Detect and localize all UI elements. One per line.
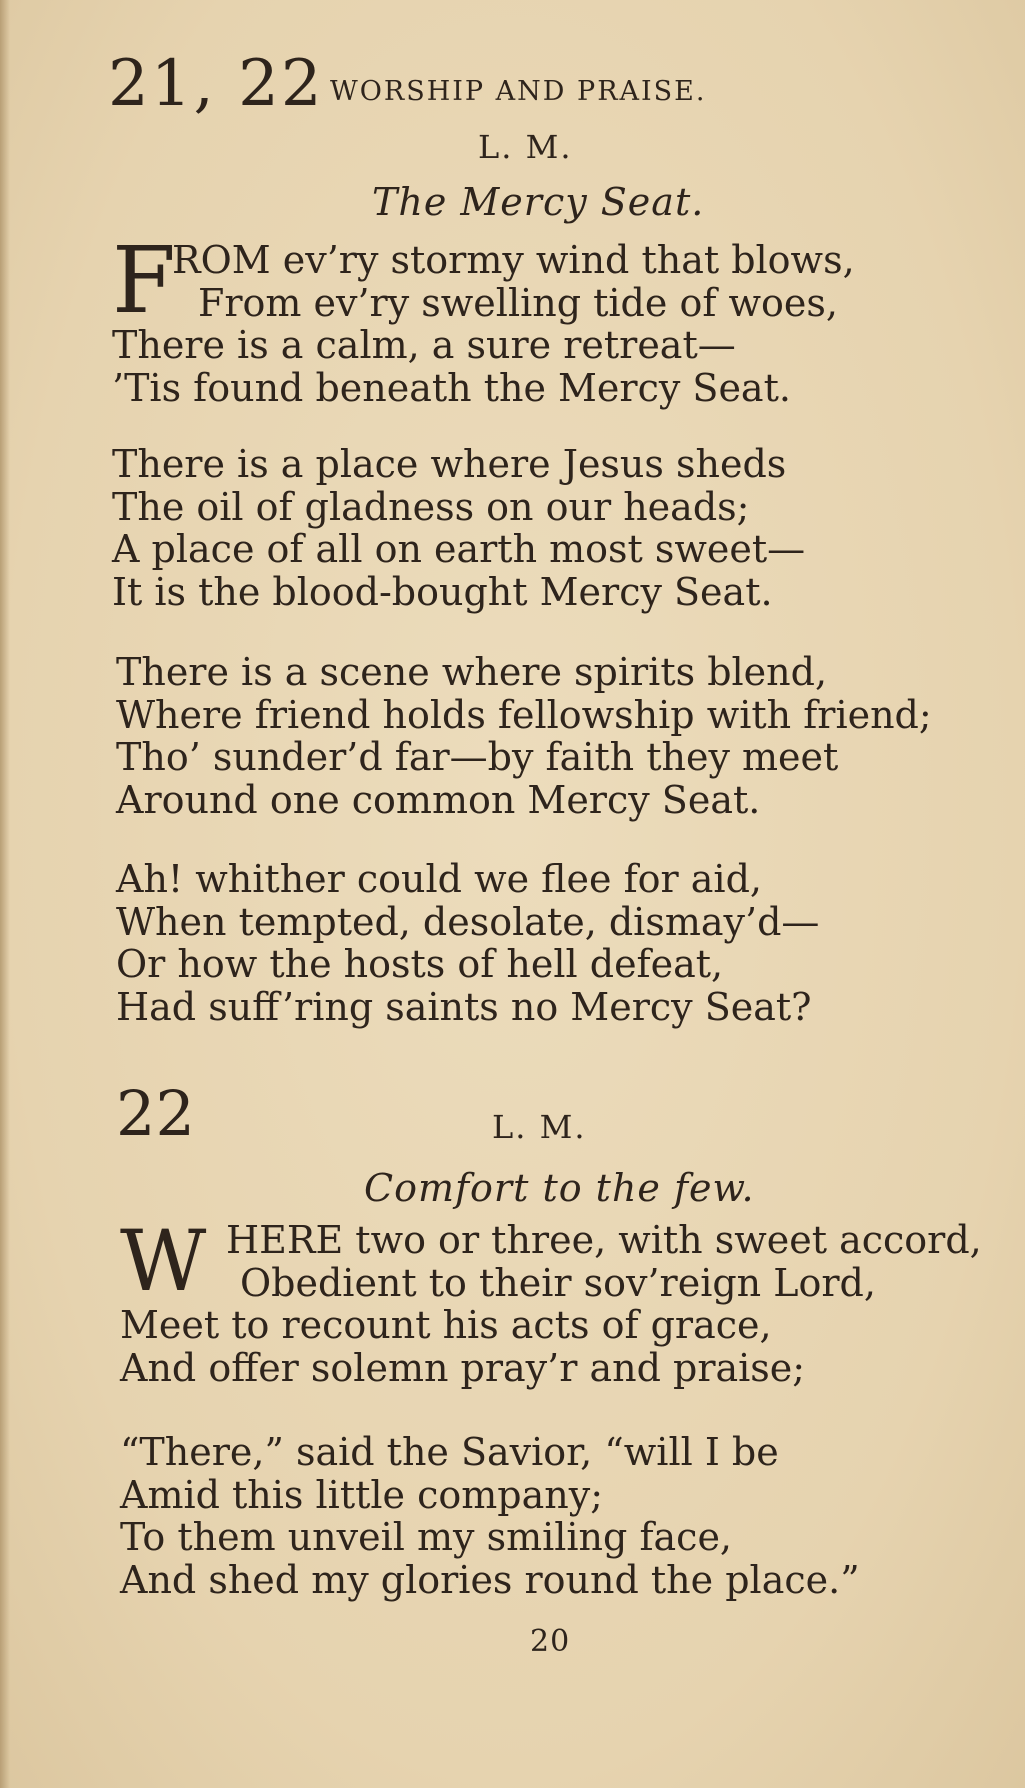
verse-line: Had suff’ring saints no Mercy Seat? — [116, 984, 812, 1029]
hymn21-meter: L. M. — [478, 128, 573, 166]
verse-line: Where friend holds fellowship with friend; — [116, 692, 932, 737]
hymn21-stanza-4 — [116, 858, 819, 1028]
verse-line: ’Tis found beneath the Mercy Seat. — [112, 365, 791, 410]
footer-page-number: 20 — [530, 1624, 571, 1659]
hymn22-meter: L. M. — [492, 1108, 587, 1146]
page-edge-shadow — [0, 0, 10, 1788]
page-numbers-heading: 21, 22 — [108, 47, 324, 121]
hymn21-stanza-1 — [112, 227, 855, 410]
verse-line: There is a place where Jesus sheds — [112, 442, 787, 486]
verse-line: Obedient to their sov’reign Lord, — [240, 1260, 876, 1305]
verse-line: Tho’ sunder’d far—by faith they meet — [116, 735, 839, 779]
hymn22-title: Comfort to the few. — [364, 1166, 755, 1210]
verse-line: A place of all on earth most sweet— — [112, 527, 806, 571]
drop-cap: W — [120, 1212, 207, 1310]
verse-line: Around one common Mercy Seat. — [116, 777, 761, 822]
verse-line: There is a scene where spirits blend, — [116, 650, 828, 694]
hymn21-title: The Mercy Seat. — [372, 180, 705, 224]
verse-line: And shed my glories round the place.” — [120, 1557, 860, 1602]
verse-line: Ah! whither could we flee for aid, — [116, 857, 762, 901]
verse-line: Or how the hosts of hell defeat, — [116, 942, 724, 986]
hymn21-stanza-2 — [112, 443, 805, 613]
verse-line: The oil of gladness on our heads; — [112, 484, 750, 529]
running-title: WORSHIP AND PRAISE. — [330, 76, 707, 107]
verse-line: To them unveil my smiling face, — [120, 1515, 733, 1559]
verse-line: There is a calm, a sure retreat— — [112, 323, 736, 367]
hymn22-stanza-2 — [120, 1431, 860, 1601]
verse-line: HERE two or three, with sweet accord, — [226, 1218, 982, 1262]
verse-line: Amid this little company; — [120, 1472, 603, 1517]
hymn22-number: 22 — [116, 1077, 195, 1150]
hymn21-stanza-3 — [116, 651, 932, 821]
drop-cap: F — [112, 227, 176, 334]
hymn22-stanza-1 — [120, 1212, 982, 1390]
verse-line: It is the blood-bought Mercy Seat. — [112, 569, 773, 614]
verse-line: When tempted, desolate, dismay’d— — [116, 899, 820, 944]
verse-line: ROM ev’ry stormy wind that blows, — [172, 238, 855, 282]
verse-line: And offer solemn pray’r and praise; — [120, 1345, 806, 1390]
verse-line: “There,” said the Savior, “will I be — [120, 1430, 779, 1474]
verse-line: From ev’ry swelling tide of woes, — [198, 280, 838, 325]
verse-line: Meet to recount his acts of grace, — [120, 1303, 772, 1347]
